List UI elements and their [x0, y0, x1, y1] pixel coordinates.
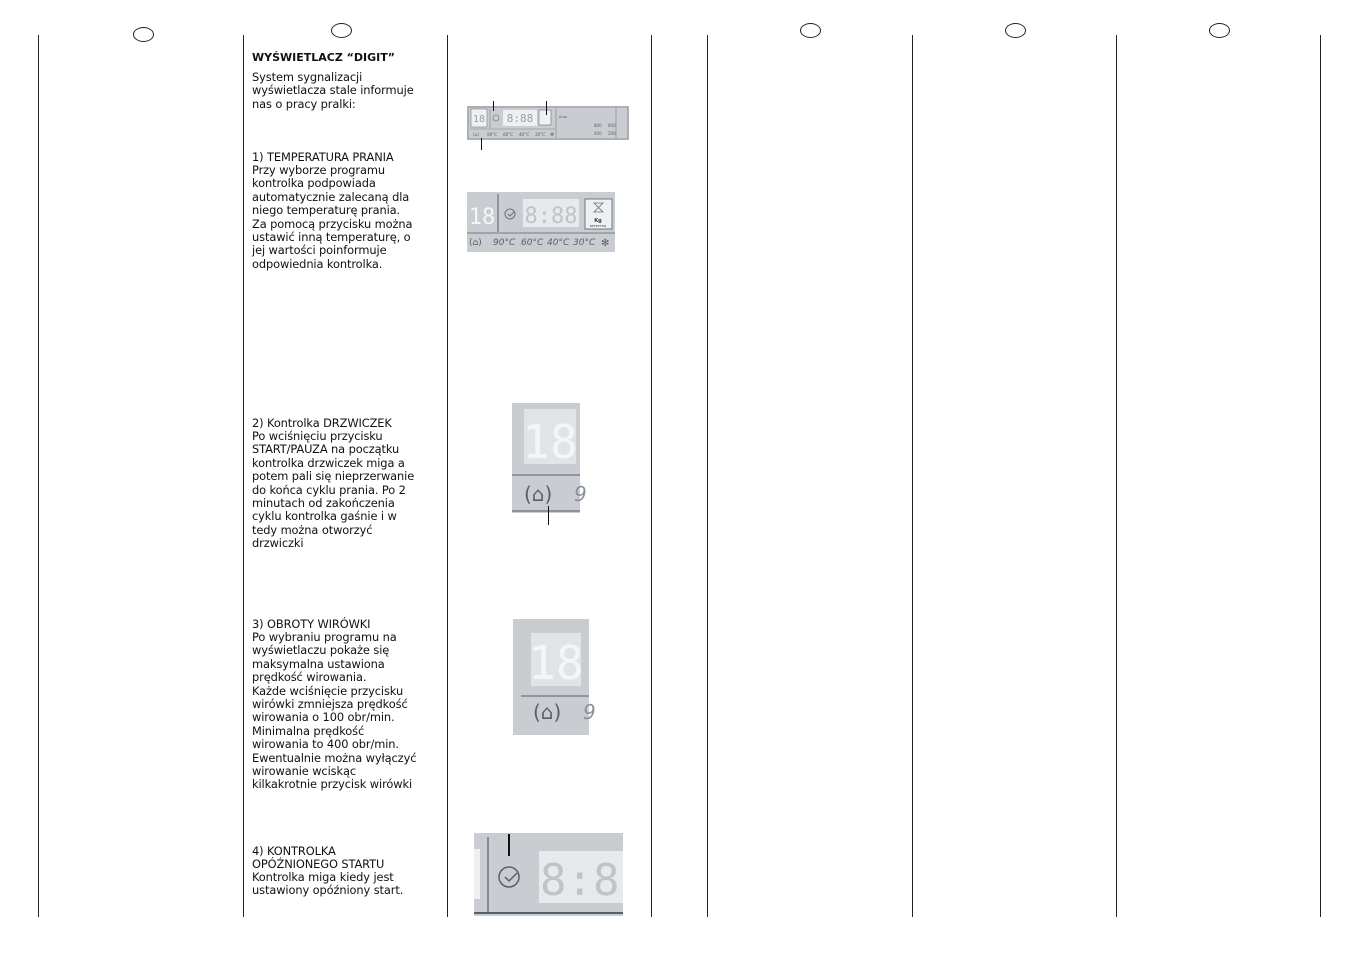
spin-800-label: 800 [594, 123, 602, 128]
spin-200-label: 200 [608, 131, 616, 136]
section-2-title: 2) Kontrolka DRZWICZEK [252, 416, 392, 430]
small-digits: 18 [468, 205, 496, 230]
display-panel-delayed-start [474, 833, 623, 916]
door-lock-icon: (⌂) [473, 132, 479, 137]
column-rule [651, 35, 652, 917]
callout-line [481, 138, 482, 150]
temp-90-label: 90°C [487, 132, 498, 137]
spin-600-label: 600 [608, 123, 616, 128]
language-marker [133, 27, 154, 42]
kg-label: Kg [594, 218, 602, 224]
column-rule [447, 35, 448, 917]
callout-line [508, 834, 510, 856]
section-2-body: Po wciśnięciu przycisku START/PAUZA na początku kontrolka drzwiczek miga a potem pali się nieprzerwanie do końca cyklu prania. Po 2 minutach od zakończenia cyklu kontrolka gaśnie i w tedy można otworzyć drzwiczki [252, 429, 415, 551]
column-rule [1116, 35, 1117, 917]
temp-60-label: 60°C [521, 238, 544, 248]
section-4-body: Kontrolka miga kiedy jest ustawiony opóźniony start. [252, 870, 404, 898]
display-panel-door-lock [512, 403, 587, 513]
column-rule [912, 35, 913, 917]
temp-40-label: 40°C [519, 132, 530, 137]
language-marker [800, 23, 821, 38]
section-1-body: Przy wyborze programu kontrolka podpowiada automatycznie zalecaną dla niego temperaturę prania. Za pomocą przycisku można ustawić inną temperaturę, o jej wartości poinformuje odpowiednia kontrolka. [252, 163, 413, 271]
small-digits: 18 [528, 636, 584, 690]
door-lock-icon: (⌂) [533, 700, 562, 724]
time-digits: 8:88 [506, 112, 534, 125]
display-panel-spin-speed [513, 619, 596, 735]
callout-line [546, 101, 547, 115]
spin-400-label: 400 [594, 131, 602, 136]
column-rule [38, 35, 39, 917]
partial-temp-digit: 9 [574, 482, 587, 506]
column-rule [243, 35, 244, 917]
section-3-body: Po wybraniu programu na wyświetlaczu pokaże się maksymalna ustawiona prędkość wirowania. Każde wciśnięcie przycisku wirówki zmniejsza prędkość wirowania o 100 obr/min. Minimalna prędkość wirowania to 400 obr/min. Ewentualnie można wyłączyć wirowanie wciskąc kilkakrotnie przycisk wirówki [252, 630, 417, 792]
intro-text: System sygnalizacji wyświetlacza stale informuje nas o pracy pralki: [252, 70, 414, 111]
temp-30-label: 30°C [573, 238, 596, 248]
temp-30-label: 30°C [535, 132, 546, 137]
callout-line [548, 506, 549, 525]
time-digits: 8:88 [524, 204, 578, 229]
time-digits: 8:8 [540, 855, 620, 906]
cold-wash-icon: ✻ [550, 132, 555, 138]
section-heading: WYŚWIETLACZ “DIGIT” [252, 51, 395, 64]
column-rule [707, 35, 708, 917]
door-lock-icon: (⌂) [469, 238, 482, 248]
section-3-title: 3) OBROTY WIRÓWKI [252, 617, 371, 631]
hourglass-icon [539, 110, 551, 125]
temp-90-label: 90°C [493, 238, 516, 248]
section-1-title: 1) TEMPERATURA PRANIA [252, 150, 394, 164]
small-digits: 18 [472, 114, 486, 125]
column-rule [1320, 35, 1321, 917]
door-lock-icon: (⌂) [524, 482, 553, 506]
display-panel-overview [467, 106, 629, 140]
callout-line [493, 101, 494, 111]
temp-40-label: 40°C [547, 238, 570, 248]
language-marker [331, 23, 352, 38]
section-4-title: 4) KONTROLKA OPÓŹNIONEGO STARTU [252, 844, 385, 872]
display-panel-temperature [467, 192, 615, 252]
detector-label: DETECTOR [589, 224, 607, 228]
temp-60-label: 60°C [503, 132, 514, 137]
partial-temp-digit: 9 [583, 700, 596, 724]
cold-wash-icon: ✻ [601, 238, 610, 249]
language-marker [1005, 23, 1026, 38]
small-digits: 18 [522, 415, 578, 469]
auto-label: Auto [559, 115, 568, 119]
language-marker [1209, 23, 1230, 38]
